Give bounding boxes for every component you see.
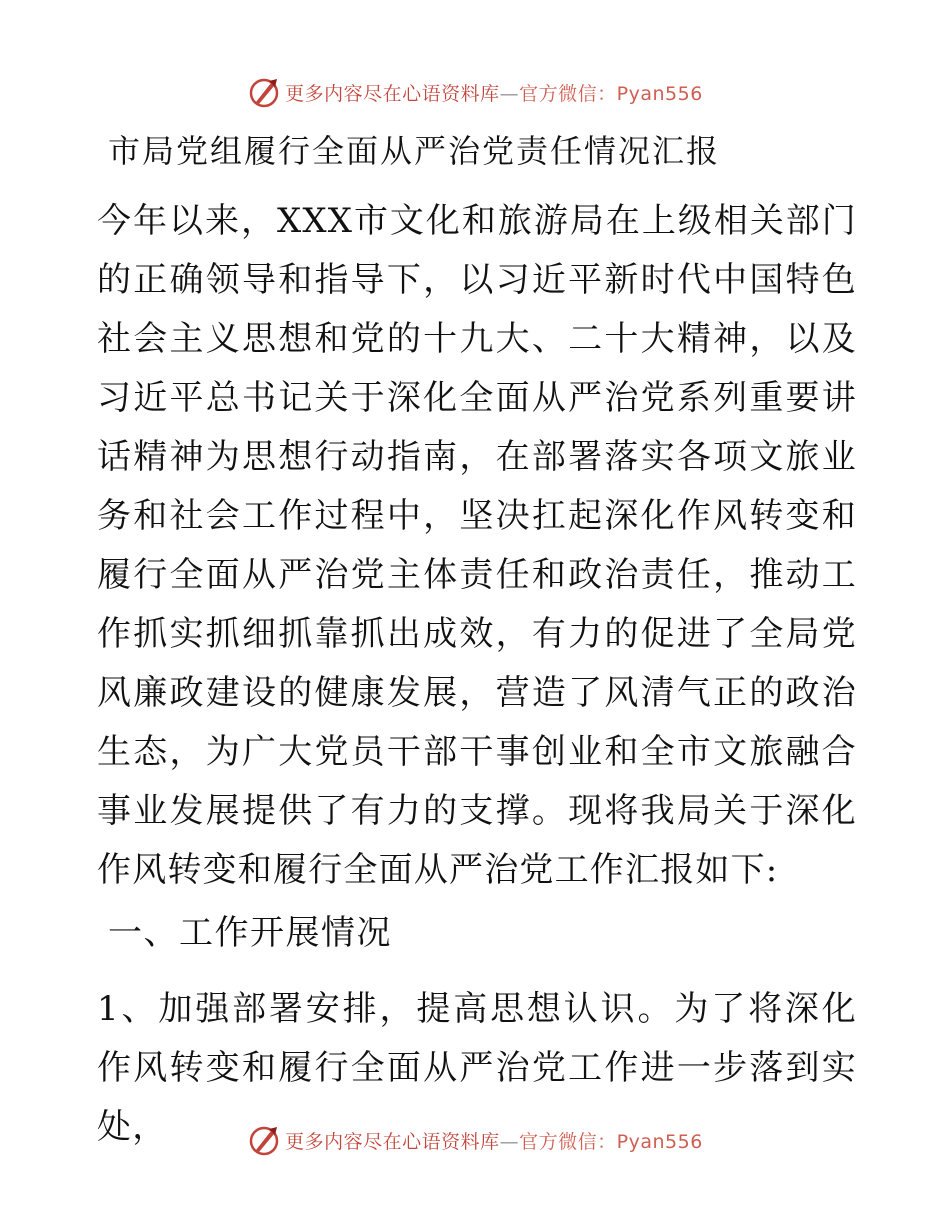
watermark-dash: — — [499, 82, 520, 105]
quill-pen-circle-icon — [247, 1123, 281, 1157]
watermark-dash: — — [499, 1130, 520, 1153]
watermark-banner-bottom — [0, 1120, 950, 1160]
quill-pen-circle-icon — [247, 75, 281, 109]
section-heading: 一、工作开展情况 — [108, 913, 392, 953]
watermark-text — [285, 79, 703, 106]
body-paragraph-1: 今年以来，XXX市文化和旅游局在上级相关部门的正确领导和指导下，以习近平新时代中国特色社会主义思想和党的十九大、二十大精神，以及习近平总书记关于深化全面从严治党系列重要讲话精神为思想行动指南，在部署落实各项文旅业务和社会工作过程中，坚决扛起深化作风转变和履行全面从严治党主体责任和政治责任，推动工作抓实抓细抓靠抓出成效，有力的促进了全局党风廉政建设的健康发展，营造了风清气正的政治生态，为广大党员干部干事创业和全市文旅融合事业发展提供了有力的支撑。现将我局关于深化作风转变和履行全面从严治党工作汇报如下: — [97, 201, 857, 890]
body-paragraph-2: 1、加强部署安排，提高思想认识。为了将深化作风转变和履行全面从严治党工作进一步落到实处， — [97, 989, 857, 1147]
watermark-main: 更多内容尽在心语资料库 — [285, 82, 500, 105]
document-title: 市局党组履行全面从严治党责任情况汇报 — [108, 132, 721, 170]
watermark-main: 更多内容尽在心语资料库 — [285, 1130, 500, 1153]
watermark-banner-top — [0, 72, 950, 112]
watermark-text — [285, 1127, 703, 1154]
watermark-contact: 官方微信：Pyan556 — [519, 82, 703, 105]
watermark-contact: 官方微信：Pyan556 — [519, 1130, 703, 1153]
